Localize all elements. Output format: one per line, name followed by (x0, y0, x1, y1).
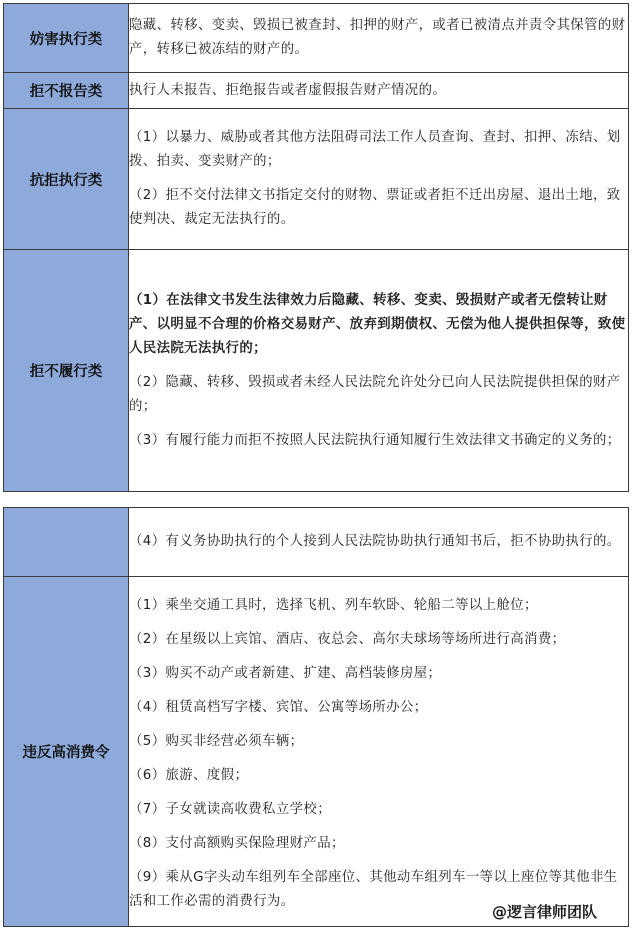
table-row (4, 577, 629, 927)
row-label-resist: 抗拒执行类 (4, 109, 129, 250)
row-label-continued (4, 508, 129, 577)
content-item: （6）旅游、度假； (129, 767, 249, 783)
table-row (4, 250, 629, 492)
content-item: （2）拒不交付法律文书指定交付的财物、票证或者拒不迁出房屋、退出土地，致使判决、裁定无法执行的。 (129, 188, 621, 227)
content-item: （1）以暴力、威胁或者其他方法阻碍司法工作人员查询、查封、扣押、冻结、划拨、拍卖、变卖财产的； (129, 130, 621, 169)
content-item: （2）隐藏、转移、毁损或者未经人民法院允许处分已向人民法院提供担保的财产的； (129, 374, 621, 414)
row-content (129, 109, 629, 250)
row-content (129, 577, 629, 927)
row-content (129, 4, 629, 73)
offense-table-part-1 (3, 3, 629, 492)
row-label-obstruct: 妨害执行类 (4, 4, 129, 73)
table-row (4, 73, 629, 109)
content-item-bold: （1）在法律文书发生法律效力后隐藏、转移、变卖、毁损财产或者无偿转让财产、以明显不合理的价格交易财产、放弃到期债权、无偿为他人提供担保等，致使人民法院无法执行的； (129, 292, 626, 356)
table-row (4, 4, 629, 73)
content-item: （4）有义务协助执行的个人接到人民法院协助执行通知书后，拒不协助执行的。 (129, 534, 621, 549)
content-item: 执行人未报告、拒绝报告或者虚假报告财产情况的。 (129, 82, 447, 98)
offense-table-part-2 (3, 507, 629, 927)
row-content (129, 73, 629, 109)
row-label-high-consumption: 违反高消费令 (4, 577, 129, 927)
watermark-text: @逻言律师团队 (491, 903, 597, 921)
row-content (129, 250, 629, 492)
content-item: （2）在星级以上宾馆、酒店、夜总会、高尔夫球场等场所进行高消费； (129, 631, 566, 647)
content-item: （8）支付高额购买保险理财产品； (129, 835, 345, 851)
row-label-no-report: 拒不报告类 (4, 73, 129, 109)
row-content (129, 508, 629, 577)
table-row (4, 109, 629, 250)
table-gap (0, 493, 633, 507)
content-item: 隐藏、转移、变卖、毁损已被查封、扣押的财产，或者已被清点并责令其保管的财产，转移已被冻结的财产的。 (129, 18, 626, 57)
row-label-refuse: 拒不履行类 (4, 250, 129, 492)
content-item: （3）有履行能力而拒不按照人民法院执行通知履行生效法律文书确定的义务的； (129, 432, 621, 448)
content-item: （4）租赁高档写字楼、宾馆、公寓等场所办公； (129, 699, 428, 715)
content-item: （7）子女就读高收费私立学校； (129, 801, 331, 817)
content-item: （1）乘坐交通工具时，选择飞机、列车软卧、轮船二等以上舱位； (129, 597, 538, 613)
content-item: （3）购买不动产或者新建、扩建、高档装修房屋； (129, 665, 442, 681)
content-item: （9）乘从G字头动车组列车全部座位、其他动车组列车一等以上座位等其他非生活和工作必需的消费行为。 (129, 869, 618, 909)
content-item: （5）购买非经营必须车辆； (129, 733, 304, 749)
table-row (4, 508, 629, 577)
